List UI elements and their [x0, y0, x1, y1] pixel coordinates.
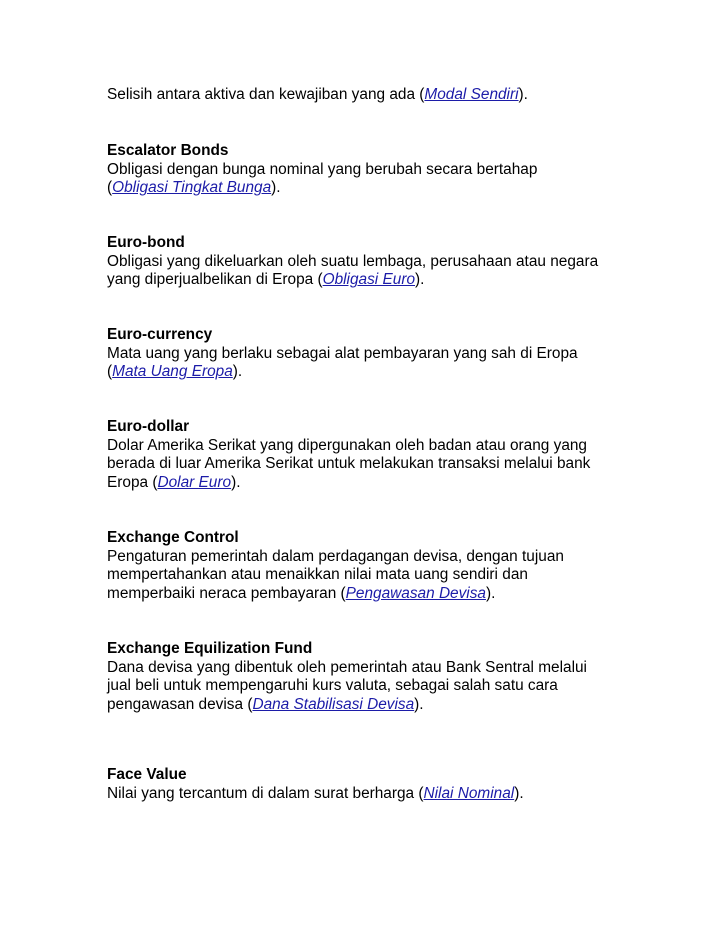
glossary-entry-exchange-control	[107, 529, 707, 603]
glossary-entry-euro-bond	[107, 234, 707, 290]
definition-text: yang diperjualbelikan di Eropa (	[107, 271, 323, 289]
definition-text: (	[107, 179, 113, 197]
glossary-entry-modal-sendiri	[107, 86, 707, 105]
definition	[107, 271, 707, 290]
term-heading: Euro-bond	[107, 234, 185, 251]
definition-tail: ).	[485, 584, 496, 602]
glossary-entry-escalator-bonds	[107, 142, 707, 198]
definition-line: Obligasi yang dikeluarkan oleh suatu lembaga, perusahaan atau negara	[107, 252, 599, 270]
definition-line: Obligasi dengan bunga nominal yang berubah secara bertahap	[107, 160, 538, 178]
definition-tail: ).	[518, 86, 528, 103]
link-dana-stabilisasi-devisa[interactable]: Dana Stabilisasi Devisa	[252, 695, 415, 713]
link-nilai-nominal[interactable]: Nilai Nominal	[423, 784, 515, 802]
definition-text: Selisih antara aktiva dan kewajiban yang ada (	[107, 86, 425, 103]
term-heading: Escalator Bonds	[107, 142, 229, 159]
definition-tail: ).	[514, 784, 524, 802]
term-heading: Exchange Control	[107, 529, 239, 546]
definition	[107, 179, 707, 198]
definition-text: memperbaiki neraca pembayaran (	[107, 584, 346, 602]
definition-tail: ).	[232, 363, 243, 381]
definition	[107, 363, 707, 382]
link-obligasi-tingkat-bunga[interactable]: Obligasi Tingkat Bunga	[112, 179, 272, 197]
term-heading: Exchange Equilization Fund	[107, 640, 313, 657]
glossary-entry-face-value	[107, 766, 707, 803]
definition-line: Dana devisa yang dibentuk oleh pemerintah atau Bank Sentral melalui	[107, 658, 587, 676]
definition	[107, 86, 707, 105]
link-pengawasan-devisa[interactable]: Pengawasan Devisa	[345, 584, 486, 602]
glossary-entry-euro-dollar	[107, 418, 707, 492]
definition-line: berada di luar Amerika Serikat untuk melakukan transaksi melalui bank	[107, 455, 591, 473]
glossary-entry-exchange-equilization-fund	[107, 640, 707, 714]
term-heading: Euro-currency	[107, 326, 213, 343]
definition-tail: ).	[415, 271, 425, 289]
definition-text: pengawasan devisa (	[107, 695, 253, 713]
definition-line: jual beli untuk mempengaruhi kurs valuta, sebagai salah satu cara	[107, 677, 558, 695]
definition	[107, 785, 707, 804]
definition-line: Dolar Amerika Serikat yang dipergunakan oleh badan atau orang yang	[107, 436, 587, 454]
definition-tail: ).	[414, 695, 424, 713]
definition-tail: ).	[231, 473, 241, 491]
link-dolar-euro[interactable]: Dolar Euro	[157, 473, 232, 491]
link-modal-sendiri[interactable]: Modal Sendiri	[424, 86, 519, 103]
link-mata-uang-eropa[interactable]: Mata Uang Eropa	[112, 363, 233, 381]
term-heading: Euro-dollar	[107, 418, 190, 435]
definition-text: Nilai yang tercantum di dalam surat berharga (	[107, 784, 424, 802]
definition	[107, 585, 707, 604]
glossary-entry-euro-currency	[107, 326, 707, 382]
definition-text: Eropa (	[107, 473, 158, 491]
link-obligasi-euro[interactable]: Obligasi Euro	[322, 271, 415, 289]
definition-text: (	[107, 363, 113, 381]
definition-tail: ).	[271, 179, 281, 197]
definition-line: mempertahankan atau menaikkan nilai mata uang sendiri dan	[107, 566, 528, 584]
definition-line: Mata uang yang berlaku sebagai alat pembayaran yang sah di Eropa	[107, 344, 578, 362]
term-heading: Face Value	[107, 766, 187, 783]
definition	[107, 474, 707, 493]
definition-line: Pengaturan pemerintah dalam perdagangan devisa, dengan tujuan	[107, 547, 564, 565]
definition	[107, 696, 707, 715]
